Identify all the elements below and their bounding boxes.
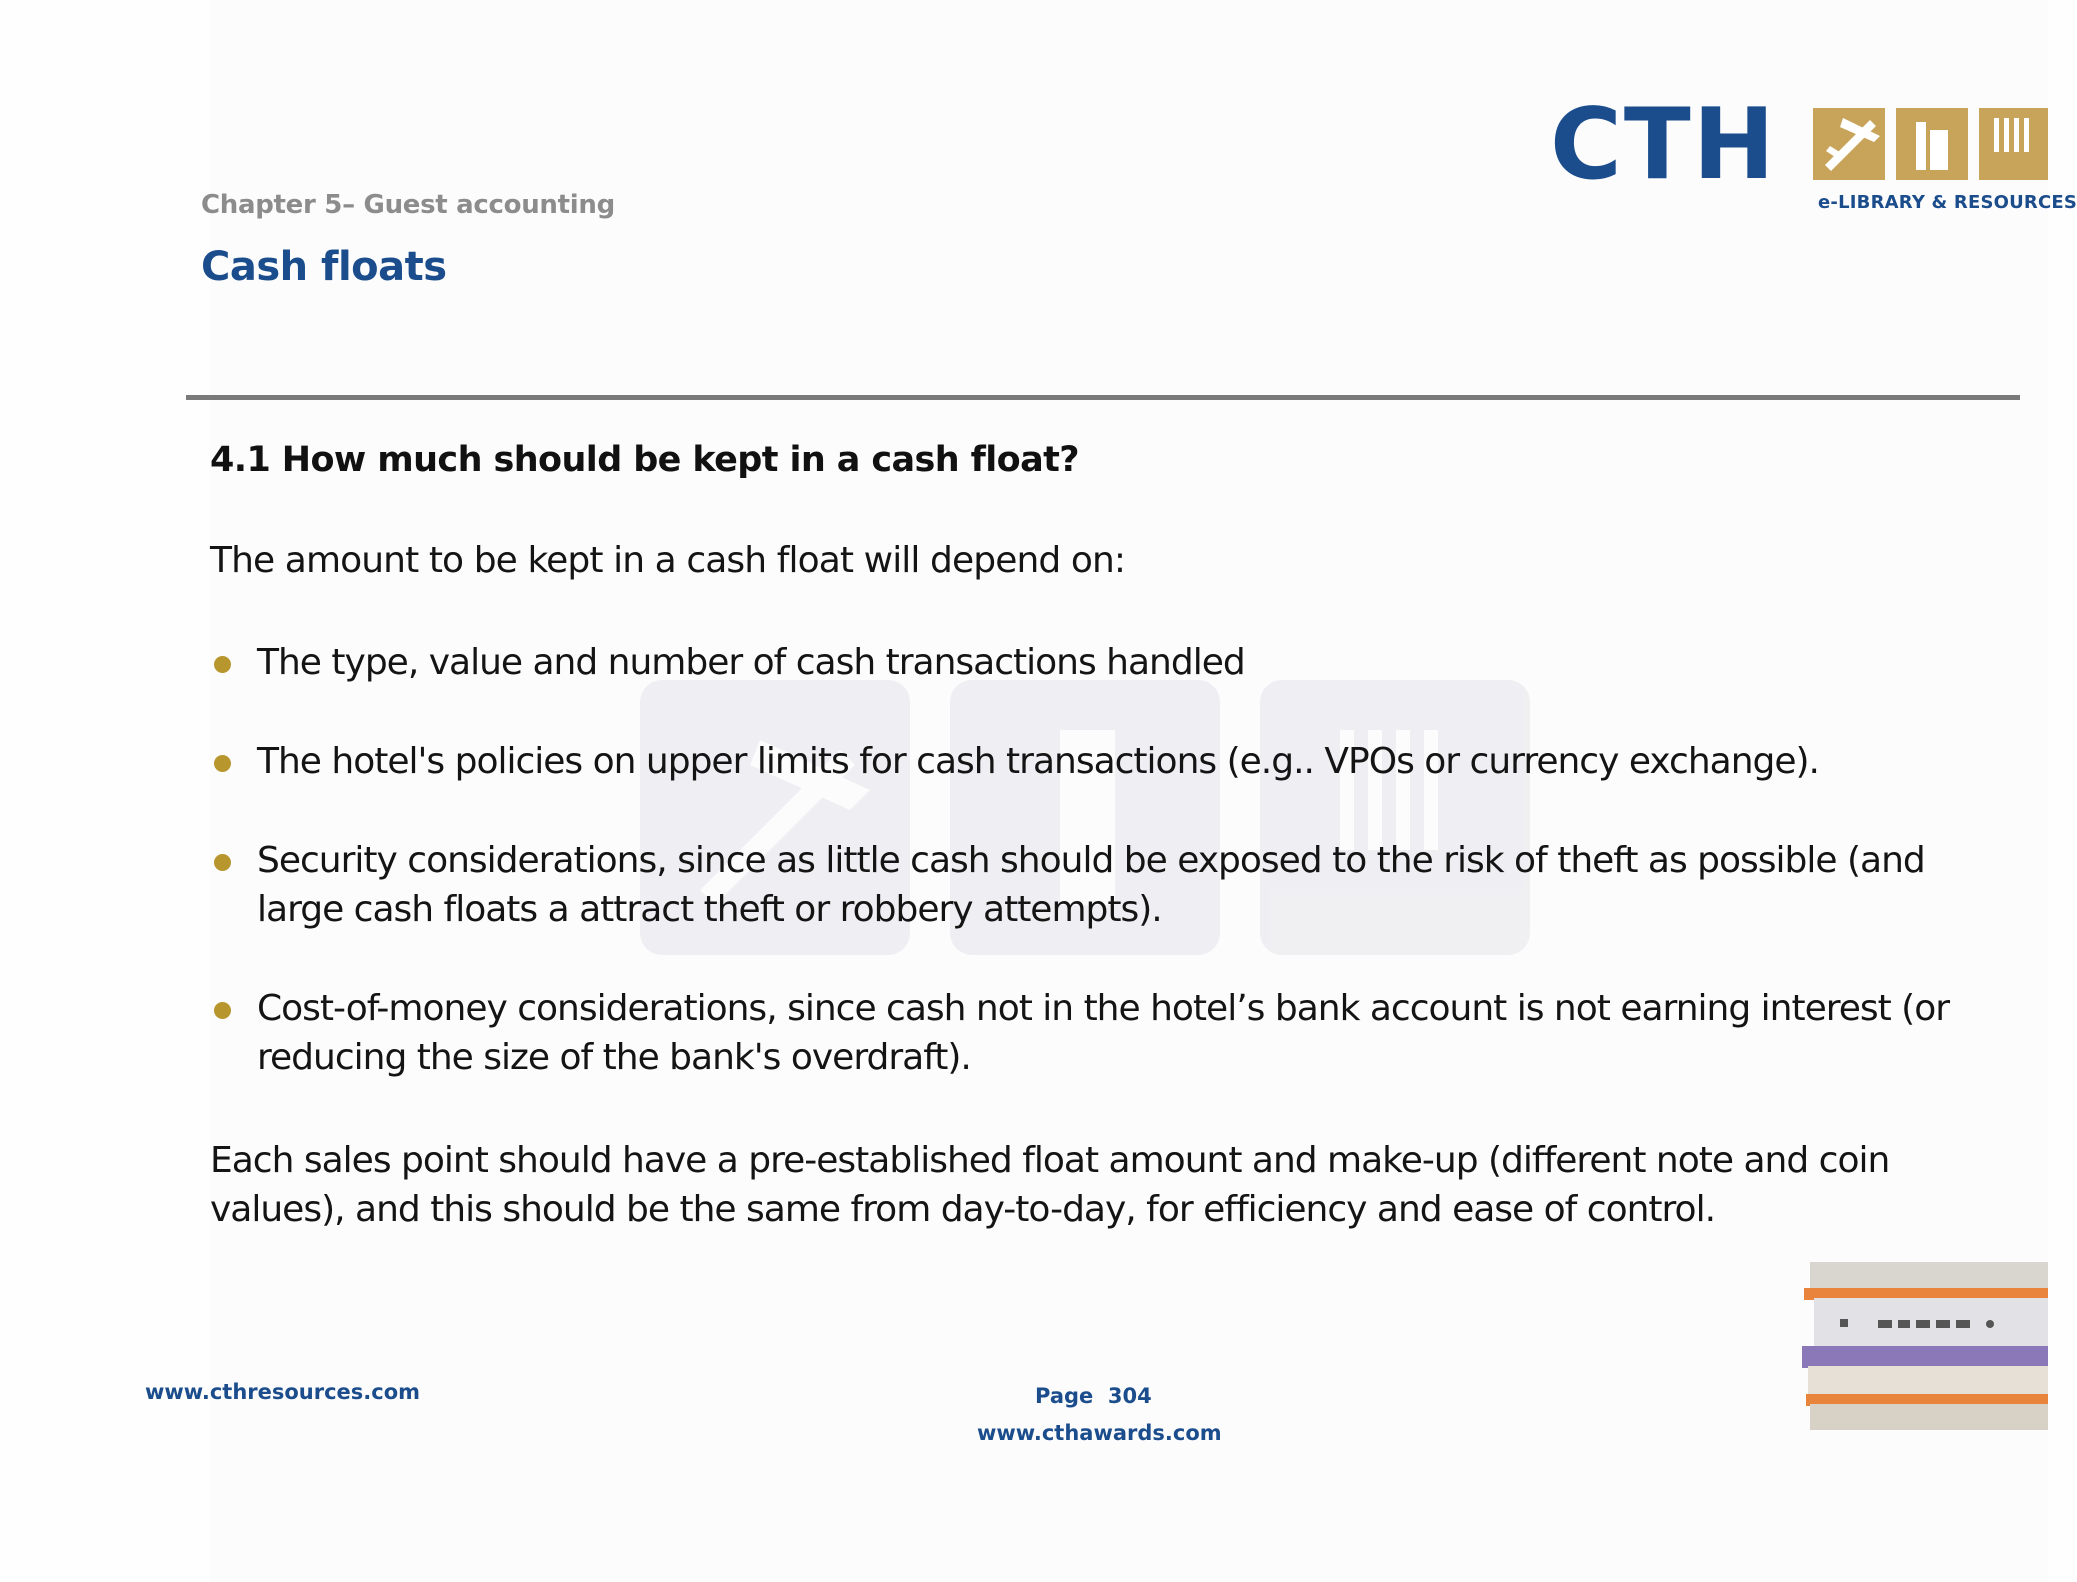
header-divider [186, 395, 2020, 400]
bullet-list [210, 638, 2010, 1132]
list-item [210, 737, 2007, 786]
bullet-icon [214, 656, 231, 673]
closing-paragraph: Each sales point should have a pre-established float amount and make-up (different note and coin values), and this should be the same from day-to-day, for efficiency and ease of control. [210, 1140, 1890, 1230]
list-item [210, 638, 2007, 687]
svg-text:CTH: CTH [1550, 88, 1777, 202]
list-item-text: The hotel's policies on upper limits for cash transactions (e.g.. VPOs or currency exchange). [257, 741, 1819, 782]
list-item-text: The type, value and number of cash transactions handled [257, 642, 1245, 683]
page-number-value: 304 [1107, 1384, 1152, 1408]
bullet-icon [214, 755, 231, 772]
footer-link-cthawards[interactable]: www.cthawards.com [977, 1421, 1222, 1445]
logo-tagline: e-LIBRARY & RESOURCES [1818, 192, 2077, 213]
footer-link-cthresources[interactable]: www.cthresources.com [145, 1380, 421, 1404]
books-stack-icon [1800, 1262, 2048, 1432]
list-item-text: Security considerations, since as little cash should be exposed to the risk of theft as possible (and large cash floats a attract theft or robbery attempts). [257, 840, 1925, 930]
list-item [210, 836, 2007, 934]
intro-text: The amount to be kept in a cash float will depend on: [210, 540, 1126, 581]
chapter-label: Chapter 5– Guest accounting [201, 190, 615, 220]
page-title: Cash floats [201, 244, 447, 290]
bullet-icon [214, 1002, 231, 1019]
list-item [210, 984, 2007, 1082]
page-label: Page [1035, 1384, 1094, 1408]
page-number [1035, 1384, 1152, 1408]
bullet-icon [214, 854, 231, 871]
list-item-text: Cost-of-money considerations, since cash not in the hotel’s bank account is not earning interest (or reducing the size of the bank's overdraft). [257, 988, 1950, 1078]
section-heading: 4.1 How much should be kept in a cash float? [210, 440, 1079, 480]
